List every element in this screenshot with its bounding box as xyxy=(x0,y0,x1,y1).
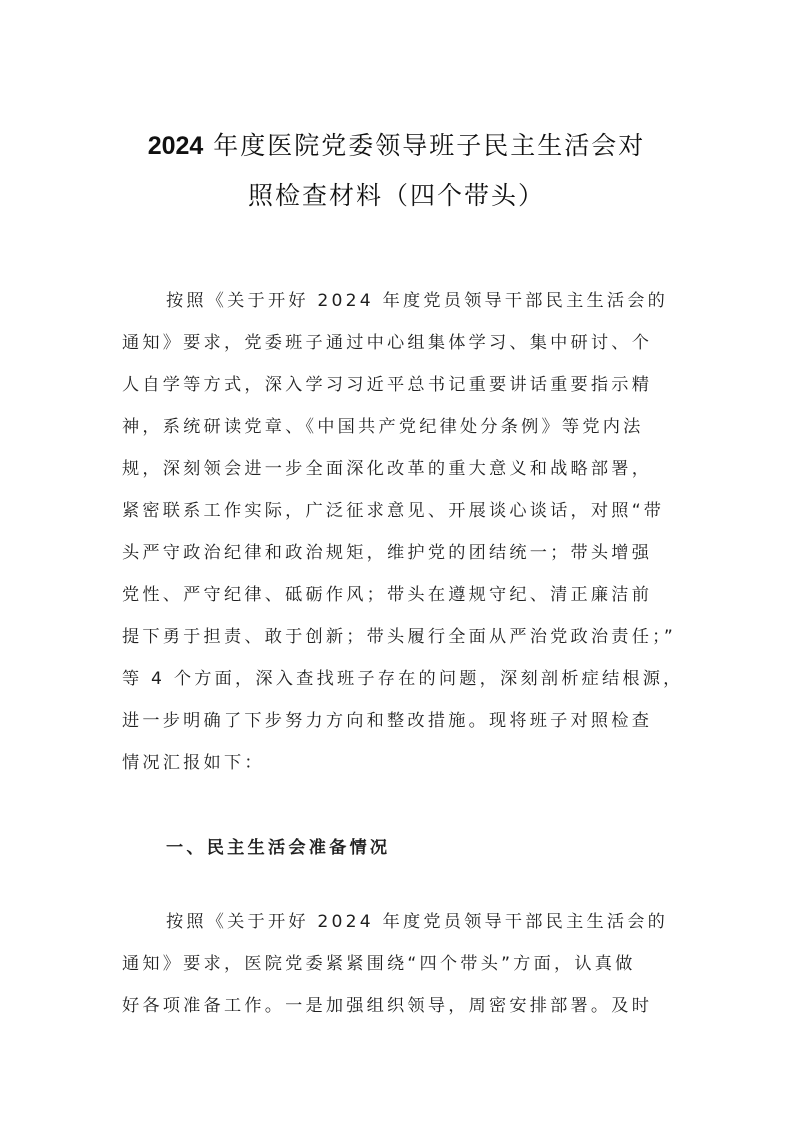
paragraph-line: 神，系统研读党章、《中国共产党纪律处分条例》等党内法 xyxy=(122,417,644,437)
paragraph-line: 通知》要求，医院党委紧紧围绕“四个带头”方面，认真做 xyxy=(122,954,636,974)
paragraph-line: 按照《关于开好 2024 年度党员领导干部民主生活会的 xyxy=(166,912,669,932)
paragraph-line: 提下勇于担责、敢于创新；带头履行全面从严治党政治责任；” xyxy=(122,627,676,647)
paragraph-line: 人自学等方式，深入学习习近平总书记重要讲话重要指示精 xyxy=(122,375,653,395)
document-title-line-2: 照检查材料（四个带头） xyxy=(247,181,545,210)
paragraph-line: 头严守政治纪律和政治规矩，维护党的团结统一；带头增强 xyxy=(122,543,653,563)
paragraph-line: 等 4 个方面，深入查找班子存在的问题，深刻剖析症结根源， xyxy=(122,669,684,689)
title-text: 年度医院党委领导班子民主生活会对 xyxy=(203,131,646,160)
title-year: 2024 xyxy=(147,132,204,160)
paragraph-line: 党性、严守纪律、砥砺作风；带头在遵规守纪、清正廉洁前 xyxy=(122,585,653,605)
paragraph-line: 通知》要求，党委班子通过中心组集体学习、集中研讨、个 xyxy=(122,333,653,353)
paragraph-line: 紧密联系工作实际，广泛征求意见、开展谈心谈话，对照“带 xyxy=(122,501,665,521)
paragraph-line: 按照《关于开好 2024 年度党员领导干部民主生活会的 xyxy=(166,291,669,311)
paragraph-line: 好各项准备工作。一是加强组织领导，周密安排部署。及时 xyxy=(122,996,653,1016)
paragraph-line: 情况汇报如下： xyxy=(122,753,265,773)
paragraph-line: 规，深刻领会进一步全面深化改革的重大意义和战略部署， xyxy=(122,459,653,479)
section-heading: 一、民主生活会准备情况 xyxy=(166,838,391,858)
document-title-line-1 xyxy=(100,126,693,162)
paragraph-line: 进一步明确了下步努力方向和整改措施。现将班子对照检查 xyxy=(122,711,653,731)
